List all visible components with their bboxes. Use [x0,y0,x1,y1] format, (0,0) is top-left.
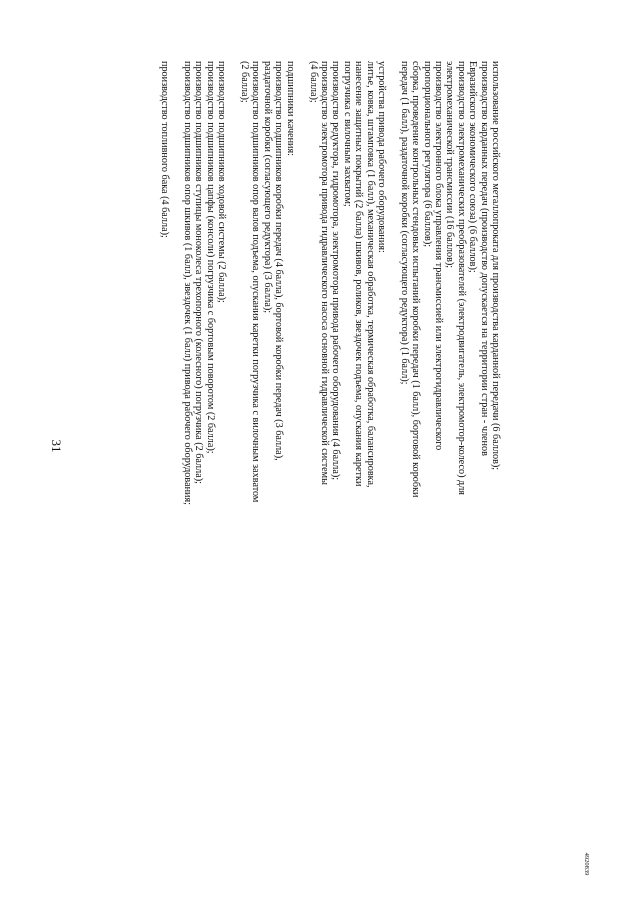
text-line: производство электромеханических преобразователей (электродвигатель, электромотор-колесо) для [455,61,467,495]
text-line: сборка, проведение контрольных стендовых испытаний коробки передач (1 балл), бортовой коробки [410,61,422,498]
text-line: передач (1 балл), раздаточной коробки (согласующего редуктора) (1 балл); [398,61,410,385]
text-line: (2 балла); [239,61,251,103]
text-line: производство подшипников цапфы (консоли) погрузчика с бортовым поворотом (2 балла); [204,61,216,454]
text-line: литье, ковка, штамповка (1 балл), механическая обработка, термическая обработка, балансировка, [364,61,376,488]
paragraph [159,61,170,841]
text-line: нанесение защитных покрытий (2 балла) шкивов, роликов, звездочек подъема, опускания каретки [353,61,365,487]
text-line: производство электромотора привода гидравлического насоса основной гидравлической системы [318,61,330,485]
paragraph [239,61,296,841]
page-number: 31 [49,439,64,453]
text-line: раздаточной коробки (согласующего редуктора) (3 балла); [261,61,273,314]
body-text [49,61,501,841]
text-line: пропорционального регулятора (6 баллов); [421,61,433,248]
document-id: 4920839 [583,852,590,876]
text-line: производство топливного бака (4 балла); [159,61,171,238]
paragraph [182,61,228,841]
text-line: Евразийского экономического союза) (6 баллов); [467,61,479,273]
text-line: производство редуктора, гидромотора, электромотора привода рабочего оборудования (4 балла); [330,61,342,481]
text-line: устройства привода рабочего оборудования: [375,61,387,253]
text-line: погрузчика с вилочным захватом; [341,61,353,207]
text-line: использование российского металлопроката для производства карданной передачи (6 баллов); [490,61,501,471]
text-line: производство подшипников ходовой системы (2 балла); [216,61,228,303]
text-line: производство карданных передач (производство допускается на территории стран - членов [478,61,490,456]
text-line: производство подшипников ступицы моноколеса трехопорного (колесного) погрузчика (2 балла); [193,61,205,484]
text-line: (4 балла); [307,61,319,103]
text-line: производство электронного блока управления трансмиссией или электрогидравлического [432,61,444,451]
text-line: производство подшипников опор шкивов (1 балл), звездочек (1 балл) привода рабочего оборудования; [182,61,194,506]
text-line: электромеханической трансмиссии (16 баллов); [444,61,456,269]
paragraph [398,61,501,841]
text-line: подшипники качения: [284,61,296,157]
text-line: производство подшипников опор валов подъема, опускания каретки погрузчика с вилочным захватом [250,61,262,503]
text-line: производство подшипников коробки передач (4 балла), бортовой коробки передач (3 балла), [273,61,285,461]
paragraph [307,61,387,841]
